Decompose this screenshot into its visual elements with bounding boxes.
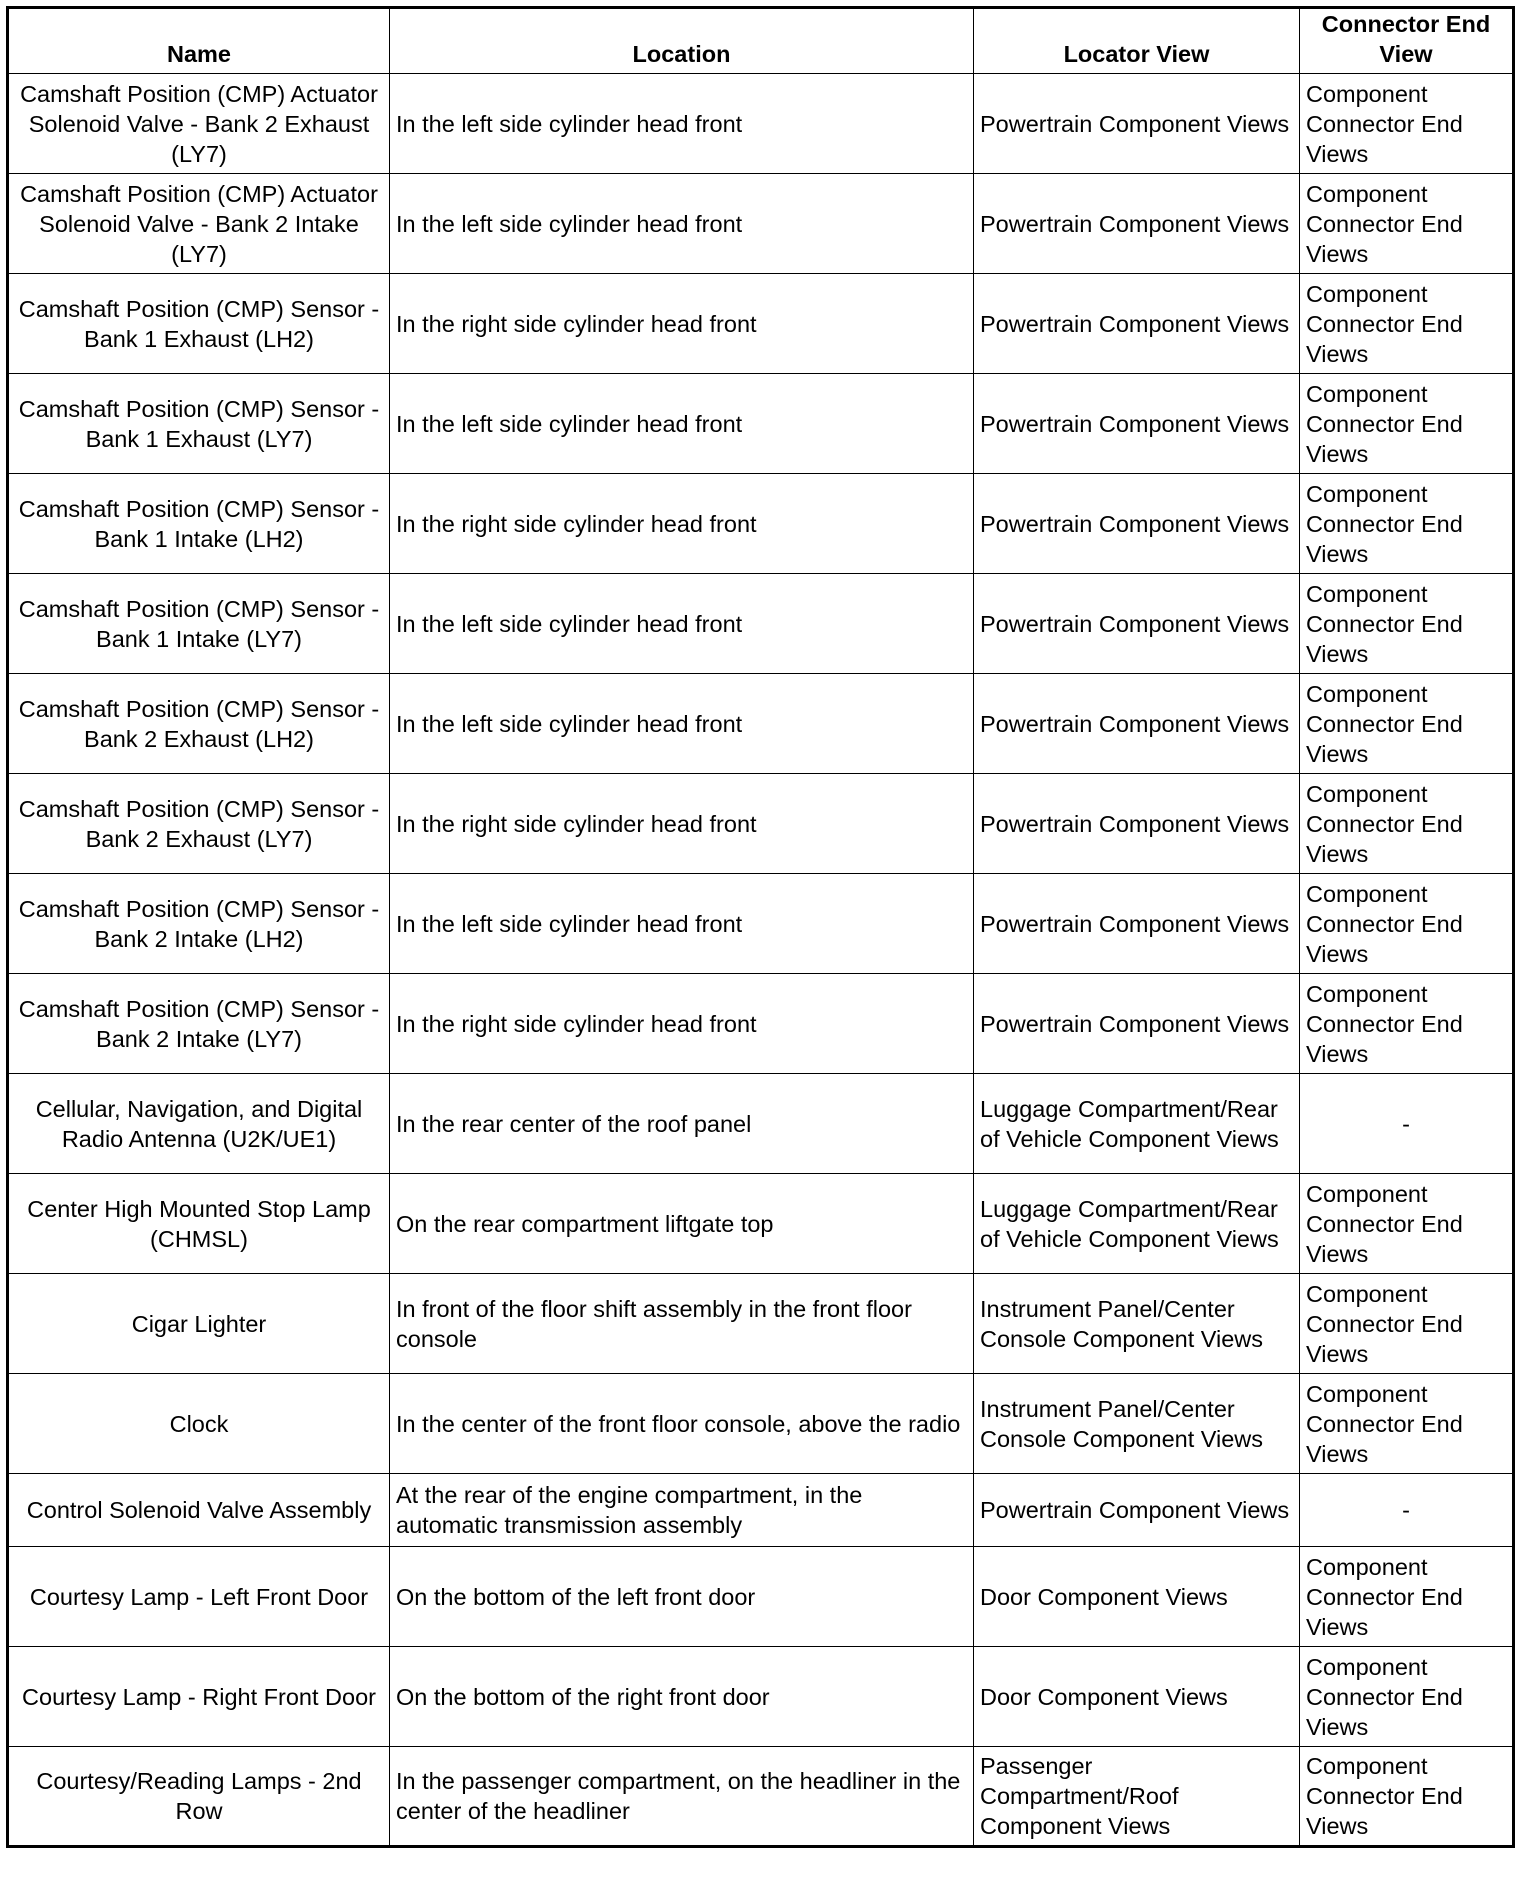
cell-name: Camshaft Position (CMP) Actuator Solenoid Valve - Bank 2 Intake (LY7) [8,174,390,274]
component-locator-table [6,6,1515,1848]
cell-name: Center High Mounted Stop Lamp (CHMSL) [8,1174,390,1274]
header-connector-end-view: Connector End View [1300,8,1514,74]
cell-name: Camshaft Position (CMP) Sensor - Bank 2 Intake (LY7) [8,974,390,1074]
table-row [8,574,1514,674]
cell-locator-view: Luggage Compartment/Rear of Vehicle Component Views [974,1074,1300,1174]
table-row [8,1474,1514,1547]
header-location: Location [390,8,974,74]
cell-name: Courtesy/Reading Lamps - 2nd Row [8,1747,390,1847]
cell-connector-end-view: Component Connector End Views [1300,1547,1514,1647]
cell-name: Cellular, Navigation, and Digital Radio Antenna (U2K/UE1) [8,1074,390,1174]
cell-location: In the right side cylinder head front [390,774,974,874]
table-row [8,174,1514,274]
cell-connector-end-view: Component Connector End Views [1300,374,1514,474]
cell-name: Camshaft Position (CMP) Sensor - Bank 1 Exhaust (LH2) [8,274,390,374]
cell-connector-end-view: Component Connector End Views [1300,674,1514,774]
cell-locator-view: Powertrain Component Views [974,74,1300,174]
table-row [8,974,1514,1074]
table-row [8,1374,1514,1474]
cell-location: In the left side cylinder head front [390,874,974,974]
cell-connector-end-view: Component Connector End Views [1300,274,1514,374]
cell-locator-view: Powertrain Component Views [974,274,1300,374]
cell-location: In the center of the front floor console, above the radio [390,1374,974,1474]
cell-connector-end-view: Component Connector End Views [1300,74,1514,174]
table-row [8,1074,1514,1174]
cell-connector-end-view: Component Connector End Views [1300,974,1514,1074]
cell-connector-end-view: Component Connector End Views [1300,174,1514,274]
cell-connector-end-view: Component Connector End Views [1300,1747,1514,1847]
cell-location: On the bottom of the right front door [390,1647,974,1747]
cell-location: On the rear compartment liftgate top [390,1174,974,1274]
header-locator-view: Locator View [974,8,1300,74]
cell-connector-end-view: Component Connector End Views [1300,1647,1514,1747]
table-row [8,1174,1514,1274]
cell-connector-end-view: Component Connector End Views [1300,1374,1514,1474]
cell-connector-end-view: Component Connector End Views [1300,874,1514,974]
cell-locator-view: Powertrain Component Views [974,874,1300,974]
cell-name: Camshaft Position (CMP) Sensor - Bank 2 Intake (LH2) [8,874,390,974]
cell-locator-view: Powertrain Component Views [974,974,1300,1074]
cell-connector-end-view: Component Connector End Views [1300,1174,1514,1274]
cell-name: Camshaft Position (CMP) Sensor - Bank 2 Exhaust (LY7) [8,774,390,874]
header-row [8,8,1514,74]
cell-name: Camshaft Position (CMP) Actuator Solenoid Valve - Bank 2 Exhaust (LY7) [8,74,390,174]
cell-locator-view: Instrument Panel/Center Console Component Views [974,1374,1300,1474]
cell-location: In the right side cylinder head front [390,474,974,574]
cell-location: In the left side cylinder head front [390,674,974,774]
cell-connector-end-view: Component Connector End Views [1300,774,1514,874]
table-row [8,874,1514,974]
cell-location: In the right side cylinder head front [390,274,974,374]
cell-locator-view: Passenger Compartment/Roof Component Views [974,1747,1300,1847]
table-row [8,74,1514,174]
table-row [8,1747,1514,1847]
cell-locator-view: Door Component Views [974,1547,1300,1647]
table-row [8,1274,1514,1374]
cell-location: In the left side cylinder head front [390,174,974,274]
cell-name: Camshaft Position (CMP) Sensor - Bank 1 Intake (LH2) [8,474,390,574]
cell-locator-view: Luggage Compartment/Rear of Vehicle Component Views [974,1174,1300,1274]
cell-connector-end-view: - [1300,1074,1514,1174]
cell-connector-end-view: Component Connector End Views [1300,574,1514,674]
cell-name: Courtesy Lamp - Left Front Door [8,1547,390,1647]
table-row [8,374,1514,474]
cell-name: Camshaft Position (CMP) Sensor - Bank 1 Intake (LY7) [8,574,390,674]
cell-locator-view: Powertrain Component Views [974,674,1300,774]
cell-location: In the left side cylinder head front [390,74,974,174]
cell-name: Camshaft Position (CMP) Sensor - Bank 1 Exhaust (LY7) [8,374,390,474]
table-row [8,674,1514,774]
cell-name: Clock [8,1374,390,1474]
cell-locator-view: Powertrain Component Views [974,174,1300,274]
cell-location: In the left side cylinder head front [390,574,974,674]
table-row [8,774,1514,874]
cell-locator-view: Powertrain Component Views [974,374,1300,474]
table-row [8,474,1514,574]
cell-locator-view: Powertrain Component Views [974,1474,1300,1547]
cell-location: In the rear center of the roof panel [390,1074,974,1174]
cell-locator-view: Powertrain Component Views [974,474,1300,574]
table-row [8,1647,1514,1747]
cell-location: In the right side cylinder head front [390,974,974,1074]
cell-locator-view: Door Component Views [974,1647,1300,1747]
cell-location: On the bottom of the left front door [390,1547,974,1647]
cell-name: Cigar Lighter [8,1274,390,1374]
cell-connector-end-view: Component Connector End Views [1300,474,1514,574]
cell-location: In front of the floor shift assembly in the front floor console [390,1274,974,1374]
cell-location: At the rear of the engine compartment, in the automatic transmission assembly [390,1474,974,1547]
table-row [8,274,1514,374]
cell-location: In the passenger compartment, on the headliner in the center of the headliner [390,1747,974,1847]
cell-connector-end-view: Component Connector End Views [1300,1274,1514,1374]
cell-locator-view: Powertrain Component Views [974,774,1300,874]
table-row [8,1547,1514,1647]
cell-connector-end-view: - [1300,1474,1514,1547]
cell-locator-view: Powertrain Component Views [974,574,1300,674]
cell-name: Camshaft Position (CMP) Sensor - Bank 2 Exhaust (LH2) [8,674,390,774]
cell-name: Courtesy Lamp - Right Front Door [8,1647,390,1747]
cell-location: In the left side cylinder head front [390,374,974,474]
cell-locator-view: Instrument Panel/Center Console Component Views [974,1274,1300,1374]
cell-name: Control Solenoid Valve Assembly [8,1474,390,1547]
header-name: Name [8,8,390,74]
